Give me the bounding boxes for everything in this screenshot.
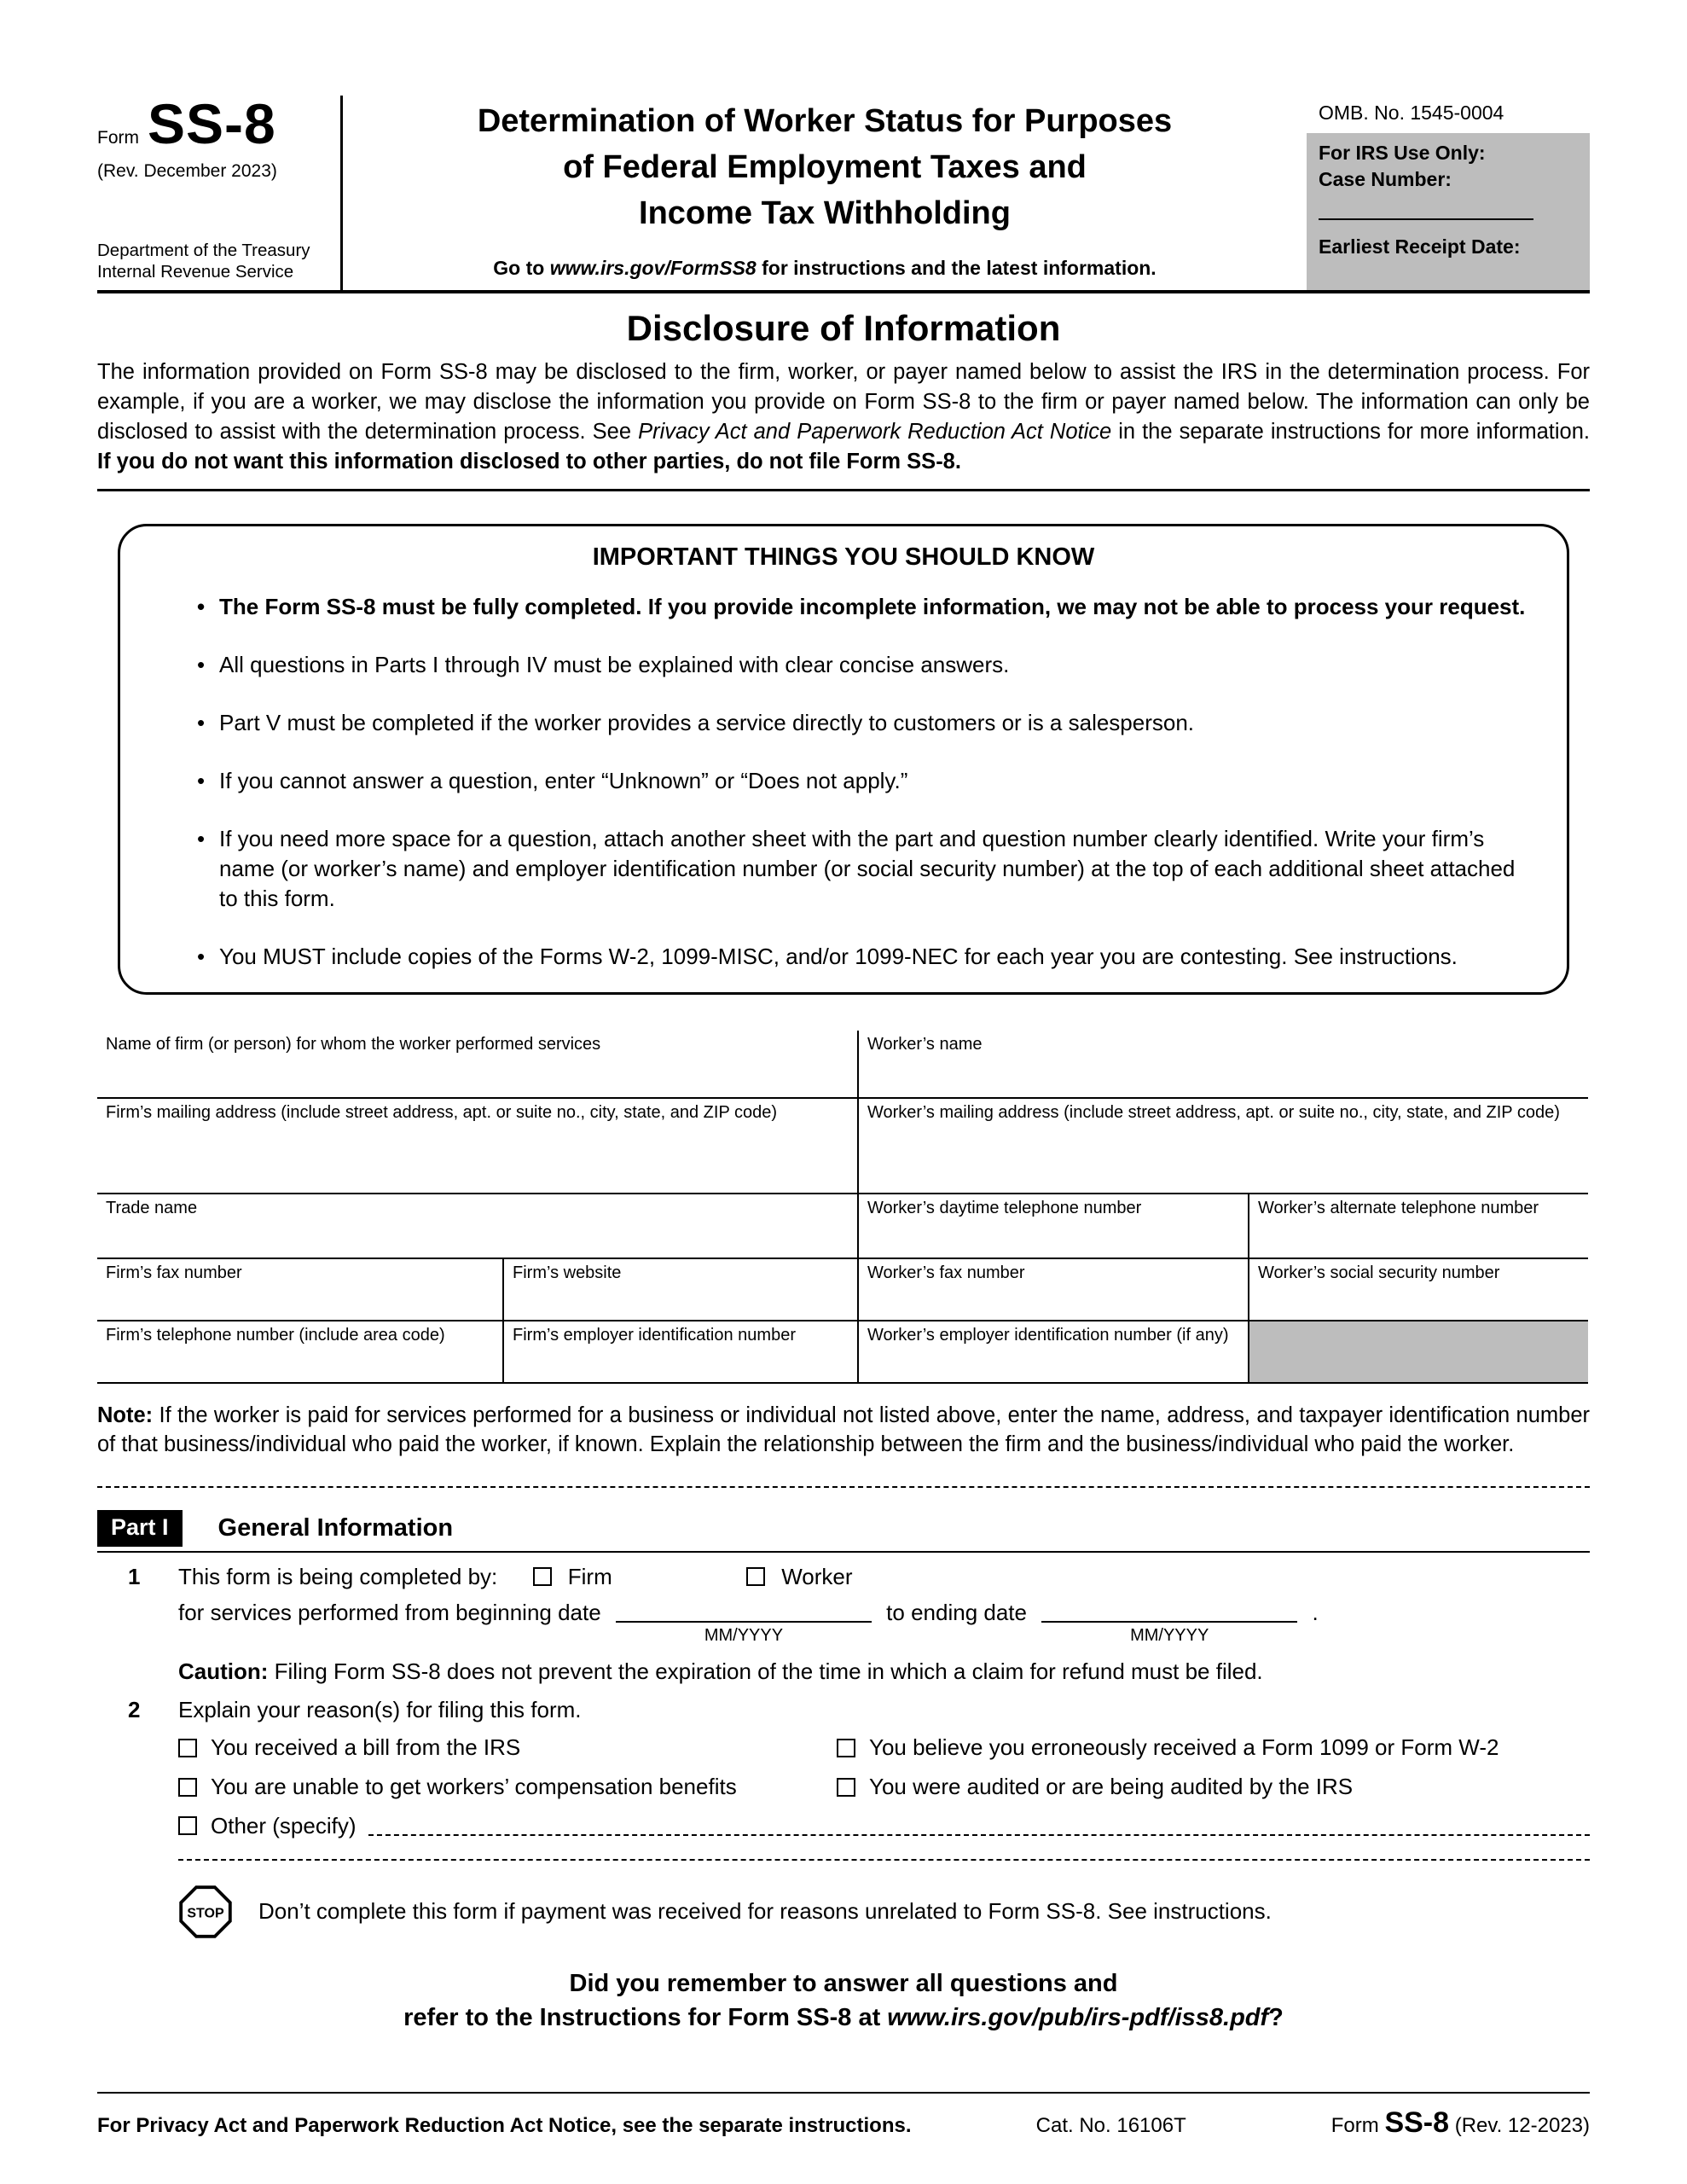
audited-label: You were audited or are being audited by the IRS — [869, 1773, 1354, 1799]
beginning-date-format: MM/YYYY — [704, 1626, 784, 1646]
q1-text: This form is being completed by: — [178, 1564, 498, 1590]
stop-icon — [178, 1885, 233, 1939]
caution-paragraph: Caution: Filing Form SS-8 does not prevent the expiration of the time in which a claim for refund must be filed. — [178, 1658, 1263, 1685]
shaded-unused-cell — [1249, 1321, 1588, 1384]
firm-ein-field[interactable]: Firm’s employer identification number — [504, 1321, 859, 1384]
form-number: SS-8 — [148, 92, 276, 155]
note-paragraph: Note: If the worker is paid for services performed for a business or individual not listed above, enter the name, address, and taxpayer identification number of that business/individual who paid the worker, if known. Explain the relationship between the firm and the business/individual who paid the worker. — [97, 1403, 1590, 1457]
goto-instructions-line: Go to www.irs.gov/FormSS8 for instructions and the latest information. — [493, 257, 1157, 280]
stop-icon-label: STOP — [187, 1906, 224, 1921]
footer-form-number: SS-8 — [1384, 2106, 1450, 2139]
q1-dates-text: for services performed from beginning date — [178, 1600, 601, 1626]
q2-option-audited — [837, 1773, 1590, 1802]
worker-ein-field[interactable]: Worker’s employer identification number (if any) — [859, 1321, 1249, 1384]
earliest-receipt-label: Earliest Receipt Date: — [1319, 235, 1521, 258]
form-title-line1: Determination of Worker Status for Purposes — [477, 103, 1173, 139]
workers-comp-label: You are unable to get workers’ compensation benefits — [211, 1773, 737, 1799]
worker-alt-phone-field[interactable]: Worker’s alternate telephone number — [1249, 1194, 1588, 1259]
note-label: Note: — [97, 1403, 154, 1428]
other-specify-field[interactable] — [368, 1815, 1591, 1836]
privacy-act-notice: For Privacy Act and Paperwork Reduction Act Notice, see the separate instructions. — [97, 2114, 912, 2137]
beginning-date-field[interactable] — [616, 1599, 872, 1623]
worker-checkbox-label: Worker — [781, 1564, 853, 1590]
case-number-field[interactable] — [1319, 193, 1533, 220]
question-2-body — [178, 1696, 1590, 1840]
form-identity-block — [97, 92, 343, 290]
q2-text: Explain your reason(s) for filing this form. — [178, 1697, 582, 1723]
firm-checkbox-label: Firm — [567, 1564, 612, 1590]
firm-phone-field[interactable]: Firm’s telephone number (include area code) — [97, 1321, 504, 1384]
dashed-divider — [97, 1486, 1590, 1488]
disclosure-warning: If you do not want this information disclosed to other parties, do not file Form SS-8. — [97, 449, 961, 473]
other-checkbox[interactable] — [178, 1816, 197, 1835]
q2-option-other — [178, 1812, 1590, 1841]
q2-option-workers-comp — [178, 1773, 837, 1802]
worker-daytime-phone-field[interactable]: Worker’s daytime telephone number — [859, 1194, 1249, 1259]
trade-name-field[interactable]: Trade name — [97, 1194, 859, 1259]
form-title-line2: of Federal Employment Taxes and — [563, 148, 1087, 185]
important-bullet-2: • All questions in Parts I through IV must be explained with clear concise answers. — [197, 650, 1529, 680]
q1-period: . — [1312, 1600, 1319, 1626]
worker-address-field[interactable]: Worker’s mailing address (include street address, apt. or suite no., city, state, and ZIP code) — [859, 1099, 1588, 1194]
audited-checkbox[interactable] — [837, 1778, 855, 1797]
irs-use-only-label: For IRS Use Only: — [1319, 141, 1486, 164]
footer-form-word: Form — [1330, 2114, 1379, 2137]
worker-fax-field[interactable]: Worker’s fax number — [859, 1259, 1249, 1321]
q1-ending-text: to ending date — [886, 1600, 1027, 1626]
footer-form-revision: (Rev. 12-2023) — [1454, 2114, 1590, 2137]
form-title-line3: Income Tax Withholding — [639, 195, 1011, 231]
reminder-line2: refer to the Instructions for Form SS-8 at www.irs.gov/pub/irs-pdf/iss8.pdf? — [403, 2004, 1284, 2032]
important-bullet-5: • If you need more space for a question, attach another sheet with the part and question number clearly identified. Write your firm’s name (or worker’s name) and employer identification number (or social security number) at the top of each additional sheet attached to this form. — [197, 824, 1529, 914]
title-block — [343, 96, 1307, 290]
agency-name: Internal Revenue Service — [97, 262, 294, 282]
firm-website-field[interactable]: Firm’s website — [504, 1259, 859, 1321]
irs-use-block — [1307, 96, 1590, 290]
question-1 — [97, 1563, 1590, 1647]
erroneous-1099-checkbox[interactable] — [837, 1739, 855, 1757]
erroneous-1099-label: You believe you erroneously received a Form 1099 or Form W-2 — [869, 1734, 1499, 1760]
disclosure-paragraph: The information provided on Form SS-8 may be disclosed to the firm, worker, or payer named below to assist the IRS in the determination process. For example, if you are a worker, we may disclose the information you provide on Form SS-8 to the firm or payer named below. The information can only be disclosed to assist with the determination process. See Privacy Act and Paperwork Reduction Act Notice in the separate instructions for more information. If you do not want this information disclosed to other parties, do not file Form SS-8. — [97, 359, 1590, 473]
other-label: Other (specify) — [211, 1812, 357, 1838]
contact-fields-table — [97, 1031, 1590, 1384]
received-bill-checkbox[interactable] — [178, 1739, 197, 1757]
q2-options — [178, 1734, 1590, 1802]
firm-checkbox[interactable] — [533, 1567, 552, 1586]
form-revision: (Rev. December 2023) — [97, 160, 277, 181]
ending-date-field[interactable] — [1041, 1599, 1297, 1623]
question-1-body — [178, 1563, 1590, 1647]
form-id — [97, 92, 332, 155]
reminder-url: www.irs.gov/pub/irs-pdf/iss8.pdf — [887, 2004, 1269, 2032]
important-bullet-3: • Part V must be completed if the worker provides a service directly to customers or is a salesperson. — [197, 708, 1529, 738]
page-footer — [97, 2092, 1590, 2141]
ending-date-format: MM/YYYY — [1130, 1626, 1209, 1646]
important-things-box — [118, 524, 1569, 996]
case-number-label: Case Number: — [1319, 167, 1452, 190]
ending-date-wrap — [1041, 1599, 1297, 1647]
question-1-number: 1 — [128, 1564, 141, 1590]
caution-label: Caution: — [178, 1658, 269, 1685]
catalog-number: Cat. No. 16106T — [1035, 2114, 1186, 2137]
stop-warning — [178, 1885, 1590, 1939]
form-word: Form — [97, 128, 139, 148]
important-bullet-4: • If you cannot answer a question, enter “Unknown” or “Does not apply.” — [197, 766, 1529, 796]
important-bullet-list — [158, 592, 1529, 972]
disclosure-title: Disclosure of Information — [626, 308, 1061, 348]
q2-option-bill — [178, 1734, 837, 1763]
question-2-number: 2 — [128, 1697, 141, 1723]
important-bullet-6: • You MUST include copies of the Forms W-2, 1099-MISC, and/or 1099-NEC for each year you are contesting. See instructions. — [197, 942, 1529, 972]
workers-comp-checkbox[interactable] — [178, 1778, 197, 1797]
part1-title: General Information — [217, 1513, 454, 1542]
q2-option-erroneous-1099 — [837, 1734, 1590, 1763]
dashed-divider-2 — [178, 1859, 1590, 1861]
firm-address-field[interactable]: Firm’s mailing address (include street address, apt. or suite no., city, state, and ZIP code) — [97, 1099, 859, 1194]
reminder-line1: Did you remember to answer all questions and — [569, 1970, 1118, 1998]
reminder-block — [97, 1966, 1590, 2035]
worker-ssn-field[interactable]: Worker’s social security number — [1249, 1259, 1588, 1321]
firm-fax-field[interactable]: Firm’s fax number — [97, 1259, 504, 1321]
privacy-act-reference: Privacy Act and Paperwork Reduction Act Notice — [638, 419, 1112, 444]
question-2 — [97, 1696, 1590, 1840]
form-instructions-url: www.irs.gov/FormSS8 — [549, 257, 757, 280]
firm-name-field[interactable]: Name of firm (or person) for whom the worker performed services — [97, 1031, 859, 1099]
irs-use-only-box — [1307, 133, 1590, 290]
worker-checkbox[interactable] — [746, 1567, 765, 1586]
important-bullet-1: • The Form SS-8 must be fully completed. If you provide incomplete information, we may not be able to process your request. — [197, 592, 1529, 622]
part1-label: Part I — [97, 1510, 183, 1547]
received-bill-label: You received a bill from the IRS — [211, 1734, 521, 1760]
section-divider — [97, 489, 1590, 491]
agency-block — [97, 240, 332, 283]
worker-name-field[interactable]: Worker’s name — [859, 1031, 1588, 1099]
beginning-date-wrap — [616, 1599, 872, 1647]
department-name: Department of the Treasury — [97, 240, 310, 260]
important-box-title: IMPORTANT THINGS YOU SHOULD KNOW — [592, 543, 1095, 571]
part1-header — [97, 1510, 1590, 1553]
stop-warning-text: Don’t complete this form if payment was received for reasons unrelated to Form SS-8. See instructions. — [258, 1898, 1272, 1925]
form-title — [360, 99, 1290, 237]
omb-number: OMB. No. 1545-0004 — [1319, 102, 1504, 124]
footer-form-id — [1331, 2104, 1590, 2141]
form-header — [97, 92, 1590, 293]
